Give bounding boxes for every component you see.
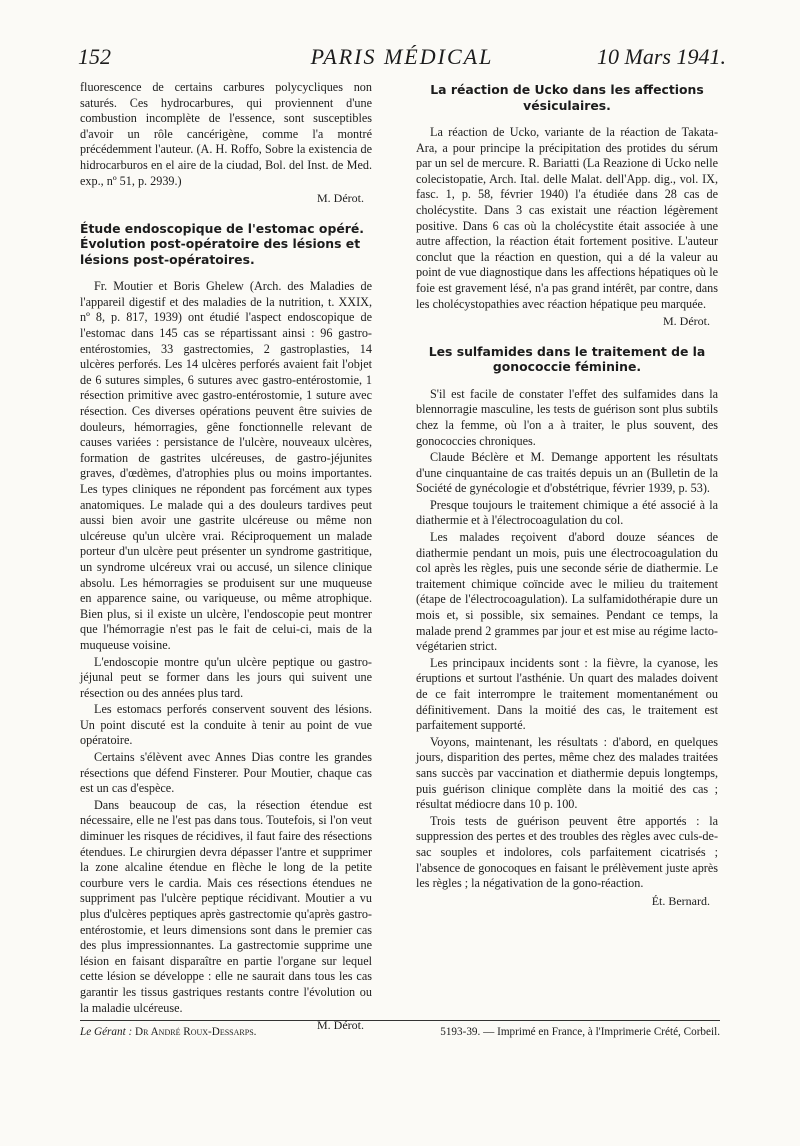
left-column xyxy=(80,80,372,1040)
article-title-ucko: La réaction de Ucko dans les affections vésiculaires. xyxy=(430,82,704,113)
article-paragraph: Trois tests de guérison peuvent être apportés : la suppression des pertes et des troubles des règles avec culs-de-sac souples et indolores, cols parfaitement cicatrisés ; l'absence de gonocoques en faisant le prélèvement juste après les règles ; la négativation de la gono-réaction. xyxy=(416,813,718,891)
article-paragraph: La réaction de Ucko, variante de la réaction de Takata-Ara, a pour principe la précipitation des protides du sérum par un sel de mercure. R. Bariatti (La Reazione di Ucko nelle colecistopatie, Arch. Ital. delle Malat. dell'App. dig., vol. IX, fasc. 1, p. 58, février 1940) l'a étudiée dans 28 cas de cholécystite. Dans 3 cas existait une réaction légèrement positive. Dans 6 cas où la cholécystite était associée à une autre affection, la réaction était fortement positive. L'auteur conclut que la réaction en question, qui a dé la valeur au point de vue diagnostique dans les affections hépatiques où le foie est gravement lésé, n'a pas grand intérêt, par contre, dans les cholécystopathies avec réaction hépatique peu marquée. xyxy=(416,125,718,311)
article-paragraph: Fr. Moutier et Boris Ghelew (Arch. des Maladies de l'appareil digestif et des maladies de la nutrition, t. XXIX, nº 8, p. 817, 1939) ont étudié l'aspect endoscopique de l'estomac dans 145 cas se répartissant ainsi : 96 gastro-entérostomies, 33 gastrectomies, 2 gastroplasties, 14 ulcères perforés. Les 14 ulcères perforés avaient fait l'objet de 6 sutures simples, 6 sutures avec gastro-entérostomie, 1 résection primitive avec gastro-entérostomie, 1 suture avec résection. Ces diverses opérations peuvent être suivies de douleurs, hémorragies, gêne fonctionnelle relevant de causes variées : persistance de l'ulcère, nouveaux ulcères, formation de gastrites ulcéreuses, de gastro-jéjunites graves, d'œdèmes, d'atrophies plus ou moins importantes. Les types cliniques ne répondent pas forcément aux types anatomiques. Le malade qui a des douleurs tardives peut aussi bien avoir une gastrite ulcéreuse ou même non ulcéreuse qu'un ulcère vrai. Réciproquement un malade porteur d'un ulcère peut présenter un syndrome gastritique, un syndrome ulcéreux vrai ou accusé, un silence clinique absolu. Les hémorragies se produisent sur une muqueuse en apparence saine, ou variqueuse, ou même atrophique. Bien plus, si il existe un ulcère, l'endoscopie peut montrer que l'hémorragie n'est pas le fait de celui-ci, mais de la muqueuse voisine. xyxy=(80,279,372,652)
issue-date: 10 Mars 1941. xyxy=(597,44,726,69)
article-title-sulfamides: Les sulfamides dans le traitement de la gonococcie féminine. xyxy=(428,343,706,375)
article-paragraph: Les malades reçoivent d'abord douze séances de diathermie pendant un mois, puis une électrocoagulation du col après les règles, puis une seconde série de diathermie. Le traitement chimique coïncide avec le milieu du traitement (étape de l'électrocoagulation). La sulfamidothérapie dure un mois et, si possible, six semaines. Pendant ce temps, la malade prend 2 grammes par jour et est mise au régime lacto-végétarien strict. xyxy=(416,530,718,654)
article-paragraph: S'il est facile de constater l'effet des sulfamides dans la blennorragie masculine, les tests de guérison sont plus subtils chez la femme, où l'on a à traiter, le plus souvent, des gonococcies chroniques. xyxy=(416,386,718,448)
page-header xyxy=(78,44,726,78)
right-column xyxy=(416,80,718,915)
article-paragraph: L'endoscopie montre qu'un ulcère peptique ou gastro-jéjunal peut se former dans les jours qui suivent une résection ou des années plus tard. xyxy=(80,654,372,700)
article-signature: M. Dérot. xyxy=(317,1018,364,1033)
intro-paragraph: fluorescence de certains carbures polycycliques non saturés. Ces hydrocarbures, qui proviennent d'une combustion incomplète de l'essence, sont susceptibles d'avoir un rôle cancérigène, comme l'a montré précédemment l'auteur. (A. H. Roffo, Sobre la existencia de hidrocarburos en el aire de la ciudad, Bol. del Inst. de Med. exp., nº 51, p. 2939.) xyxy=(80,80,372,188)
article-paragraph: Presque toujours le traitement chimique a été associé à la diathermie et à l'électrocoagulation du col. xyxy=(416,497,718,528)
article-signature: M. Dérot. xyxy=(663,314,710,329)
gerant-label: Le Gérant : xyxy=(80,1026,133,1038)
article-signature: Ét. Bernard. xyxy=(651,893,710,908)
article-title-estomac: Étude endoscopique de l'estomac opéré. Évolution post-opératoire des lésions et lésions post-opératoires. xyxy=(80,220,364,267)
article-paragraph: Voyons, maintenant, les résultats : d'abord, en quelques jours, disparition des pertes, même chez des malades traitées sans succès par vaccination et diathermie depuis longtemps, puis guérison clinique complète dans la moitié des cas ; résultat médiocre dans 10 p. 100. xyxy=(416,734,718,812)
article-paragraph: Claude Béclère et M. Demange apportent les résultats d'une cinquantaine de cas traités depuis un an (Bulletin de la Société de gynécologie et d'obstétrique, février 1939, p. 53). xyxy=(416,450,718,496)
gerant-line xyxy=(80,1026,256,1038)
gerant-name: Dr André Roux-Dessarps. xyxy=(135,1026,257,1038)
page-number: 152 xyxy=(78,44,111,69)
article-paragraph: Dans beaucoup de cas, la résection étendue est nécessaire, elle ne l'est pas dans tous. Toutefois, si l'on veut diminuer les risques de récidives, il faut faire des résections étendues. Le chirurgien devra dépasser l'antre et supprimer la zone alcaline étendue en flèche le long de la petite courbure vers le cardia. Mais ces résections étendues ne suppriment pas l'ulcère peptique récidivant. Moutier a vu plus d'ulcères peptiques après gastrectomie qu'après gastro-entérostomie, et leurs dimensions sont dans le premier cas des plus impressionnantes. La gastrectomie supprime une lésion en faisant disparaître en partie l'organe sur lequel cette lésion se développe : elle ne saurait dans tous les cas garantir les tissus gastriques restants contre l'évolution ou la maladie ulcéreuse. xyxy=(80,797,372,1015)
article-paragraph: Certains s'élèvent avec Annes Dias contre les grandes résections que défend Finsterer. Pour Moutier, chaque cas est un cas d'espèce. xyxy=(80,750,372,796)
article-paragraph: Les estomacs perforés conservent souvent des lésions. Un point discuté est la conduite à tenir au point de vue opératoire. xyxy=(80,702,372,748)
intro-signature: M. Dérot. xyxy=(317,191,364,206)
journal-title: PARIS MÉDICAL xyxy=(310,44,494,69)
article-paragraph: Les principaux incidents sont : la fièvre, la cyanose, les éruptions et surtout l'asthénie. Un quart des malades doivent de ce fait interrompre le traitement momentanément ou définitivement. Dans la moitié des cas, le traitement est parfaitement supporté. xyxy=(416,655,718,733)
printer-line: 5193-39. — Imprimé en France, à l'Imprimerie Crété, Corbeil. xyxy=(440,1026,720,1038)
